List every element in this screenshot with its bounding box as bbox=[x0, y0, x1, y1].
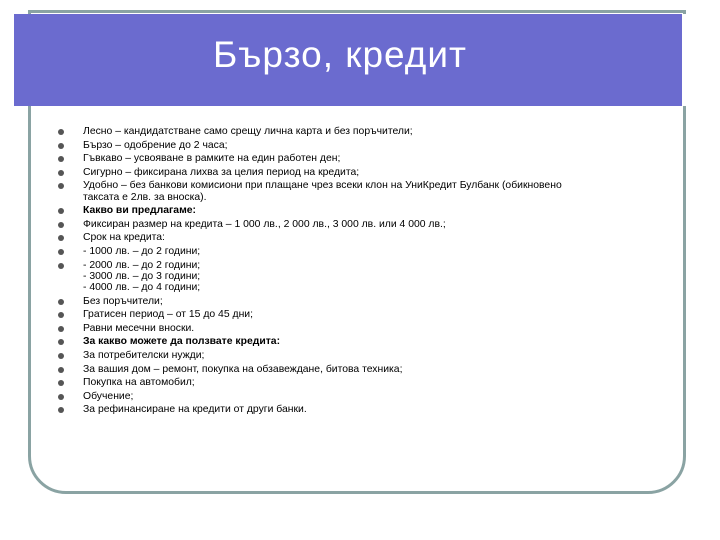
list-item bbox=[56, 126, 656, 137]
list-item bbox=[56, 167, 656, 178]
list-item bbox=[56, 219, 656, 230]
list-item bbox=[56, 140, 656, 151]
bullet-icon bbox=[58, 235, 64, 241]
bullet-icon bbox=[58, 312, 64, 318]
bullet-list bbox=[56, 126, 656, 418]
corner-accent bbox=[682, 14, 720, 106]
list-item bbox=[56, 232, 656, 243]
bullet-icon bbox=[58, 380, 64, 386]
bullet-icon bbox=[58, 129, 64, 135]
list-item bbox=[56, 323, 656, 334]
list-item bbox=[56, 205, 656, 216]
bullet-icon bbox=[58, 143, 64, 149]
bullet-icon bbox=[58, 407, 64, 413]
list-item bbox=[56, 391, 656, 402]
list-item-text: Сигурно – фиксирана лихва за целия период на кредита; bbox=[83, 166, 360, 178]
bullet-icon bbox=[58, 339, 64, 345]
bullet-icon bbox=[58, 156, 64, 162]
bullet-icon bbox=[58, 367, 64, 373]
list-item-text: Какво ви предлагаме: bbox=[83, 205, 197, 217]
title-underline bbox=[94, 106, 650, 109]
list-item-continuation: - 4000 лв. – до 4 години; bbox=[83, 281, 201, 293]
bullet-icon bbox=[58, 208, 64, 214]
list-item bbox=[56, 336, 656, 347]
list-item-text: Лесно – кандидатстване само срещу лична карта и без поръчители; bbox=[83, 126, 413, 137]
list-item bbox=[56, 404, 656, 415]
list-item bbox=[56, 153, 656, 164]
list-item-text: За рефинансиране на кредити от други банки. bbox=[83, 404, 307, 416]
list-item-text: За вашия дом – ремонт, покупка на обзавеждане, битова техника; bbox=[83, 363, 403, 375]
list-item bbox=[56, 246, 656, 257]
list-item bbox=[56, 309, 656, 320]
bullet-icon bbox=[58, 222, 64, 228]
bullet-icon bbox=[58, 326, 64, 332]
list-item-text: Гъвкаво – усвояване в рамките на един работен ден; bbox=[83, 153, 341, 165]
bullet-icon bbox=[58, 353, 64, 359]
list-item-text: - 1000 лв. – до 2 години; bbox=[83, 245, 201, 257]
list-item-text: Равни месечни вноски. bbox=[83, 322, 195, 334]
list-item-text: За какво можете да ползвате кредита: bbox=[83, 336, 281, 348]
list-item-text: Удобно – без банкови комисиони при плащане чрез всеки клон на УниКредит Булбанк (обикновено bbox=[83, 180, 562, 192]
bullet-icon bbox=[58, 183, 64, 189]
bullet-icon bbox=[58, 249, 64, 255]
list-item-text: Бързо – одобрение до 2 часа; bbox=[83, 139, 228, 151]
list-item-text: - 2000 лв. – до 2 години; bbox=[83, 259, 201, 271]
slide-title: Бързо, кредит bbox=[213, 34, 467, 75]
list-item-text: Фиксиран размер на кредита – 1 000 лв., 2 000 лв., 3 000 лв. или 4 000 лв.; bbox=[83, 218, 446, 230]
bullet-icon bbox=[58, 394, 64, 400]
list-item bbox=[56, 296, 656, 307]
list-item bbox=[56, 180, 656, 202]
list-item-continuation: таксата е 2лв. за вноска). bbox=[83, 191, 207, 203]
bullet-icon bbox=[58, 170, 64, 176]
list-item-text: Срок на кредита: bbox=[83, 232, 165, 244]
title-bar bbox=[14, 14, 692, 106]
list-item bbox=[56, 260, 656, 294]
list-item bbox=[56, 364, 656, 375]
bullet-icon bbox=[58, 299, 64, 305]
list-item-text: Покупка на автомобил; bbox=[83, 377, 195, 389]
list-item bbox=[56, 350, 656, 361]
list-item bbox=[56, 377, 656, 388]
list-item-continuation: - 3000 лв. – до 3 години; bbox=[83, 270, 201, 282]
list-item-text: Обучение; bbox=[83, 390, 134, 402]
list-item-text: Без поръчители; bbox=[83, 295, 163, 307]
bullet-icon bbox=[58, 263, 64, 269]
list-item-text: За потребителски нужди; bbox=[83, 349, 205, 361]
list-item-text: Гратисен период – от 15 до 45 дни; bbox=[83, 309, 253, 321]
